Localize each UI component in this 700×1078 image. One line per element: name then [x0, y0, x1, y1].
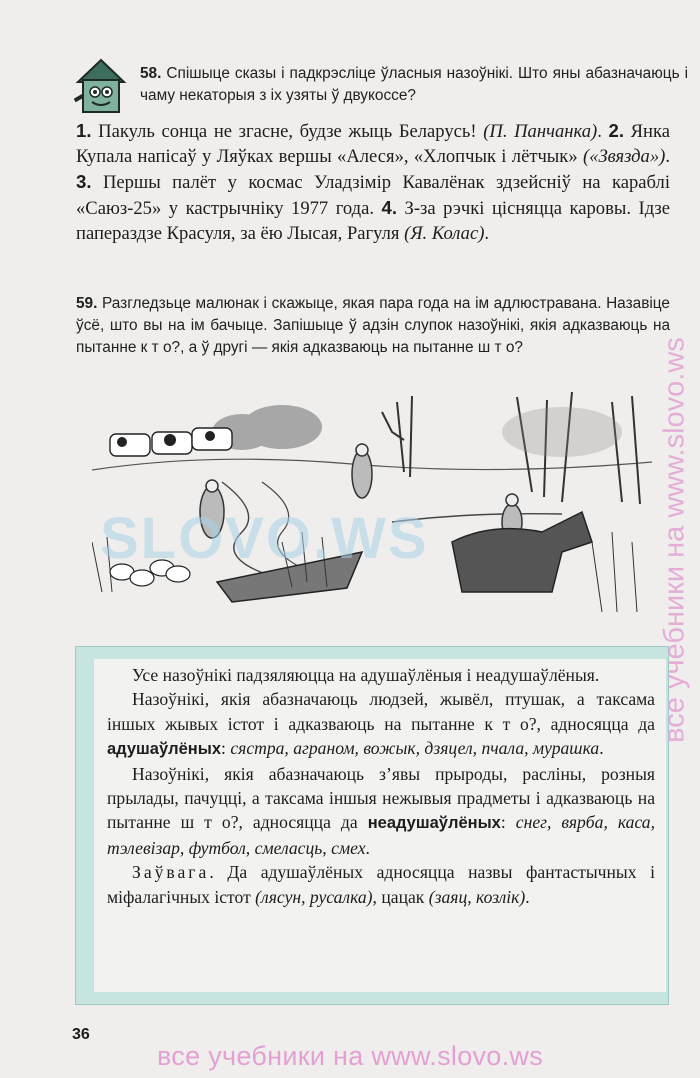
rule.p2-run: : — [221, 738, 231, 759]
exercise58.body-run: . — [665, 146, 670, 167]
exercise58.body-run: 3. — [76, 171, 92, 192]
rule-paragraph-2 — [107, 687, 655, 761]
rule.p3-run: . — [365, 837, 370, 858]
rule-paragraph-3 — [107, 762, 655, 861]
exercise58.body-run: 1. — [76, 120, 92, 141]
rule.p4-run: (заяц, козлік) — [428, 886, 526, 907]
rule.p3-run: неадушаўлёных — [367, 814, 501, 833]
exercise-59-task — [76, 293, 670, 359]
exercise-59-number: 59. — [76, 295, 98, 312]
rule-paragraph-4 — [107, 860, 655, 909]
rule.p4-run: , цацак — [372, 886, 429, 907]
exercise58.body-run: (Я. Колас) — [404, 223, 485, 244]
rule.p2-run: Назоўнікі, якія абазначаюць людзей, жывёл, птушак, а таксама іншых жывых істот і адказваюць на пытанне к т о?, адносяцца да — [107, 689, 655, 734]
exercise58.body-run: . — [484, 223, 490, 244]
exercise58.body-run: . — [597, 121, 609, 142]
exercise58.body-run: Пакуль сонца не згасне, будзе жыць Беларусь! — [91, 121, 484, 142]
exercise58.body-run: (П. Панчанка) — [483, 121, 598, 142]
center-watermark: SLOVO.WS — [100, 506, 429, 571]
exercise58.body-run: Янка Купала напісаў у Ляўках вершы «Алеся», «Хлопчык і лётчык» — [76, 121, 671, 167]
rule-text — [107, 663, 655, 909]
exercise58.body-run: («Звязда») — [582, 146, 666, 167]
rule-paragraph-1: Усе назоўнікі падзяляюцца на адушаўлёныя і неадушаўлёныя. — [132, 665, 600, 685]
exercise-59-instruction: Разгледзьце малюнак і скажыце, якая пара года на ім адлюстравана. Назавіце ўсё, што вы на ім бачыце. Запішыце ў адзін слупок назоўнікі, якія адказваюць на пытанне к т о?, а ў другі — якія адказваюць на пытанне ш т о? — [76, 295, 670, 356]
rule.p2-run: сястра, аграном, вожык, дзяцел, пчала, мурашка — [230, 738, 600, 759]
exercise58.body-run: 4. — [381, 197, 398, 218]
exercise58.body-run: 2. — [608, 120, 625, 141]
exercise-58-number: 58. — [140, 65, 162, 82]
exercise-58-task — [140, 63, 688, 107]
rule.p3-run: : — [500, 812, 516, 833]
house-pencil-icon — [74, 56, 128, 116]
footer-watermark: все учебники на www.slovo.ws — [156, 1041, 544, 1071]
side-watermark — [650, 160, 700, 920]
side-watermark-text: все учебники на www.slovo.ws — [658, 337, 691, 743]
rule.p2-run: адушаўлёных — [107, 740, 222, 759]
rule.p3-run: Назоўнікі, якія абазначаюць з’явы прыроды, расліны, розныя прылады, пачуцці, а таксама іншыя нежывыя прадметы і адказваюць на пытанне ш т о?, адносяцца да — [107, 763, 655, 833]
rule.p2-run: . — [599, 738, 604, 759]
rule.p4-run: . — [525, 886, 530, 907]
exercise-58-sentences — [76, 118, 670, 246]
rule.p4-run: . Да адушаўлёных адносяцца назвы фантастычных і міфалагічных істот — [107, 862, 655, 907]
rule.p3-run: снег, вярба, каса, тэлевізар, футбол, смеласць, смех — [107, 812, 655, 858]
rule-box — [75, 646, 669, 1005]
exercise-58-instruction: Спішыце сказы і падкрэсліце ўласныя назоўнікі. Што яны абазначаюць і чаму некаторыя з іх узяты ў двукоссе? — [140, 65, 688, 104]
rule.p4-run: Заўвага — [132, 862, 210, 883]
rule.p4-run: (лясун, русалка) — [255, 886, 373, 907]
exercise58.body-run: Першы палёт у космас Уладзімір Кавалёнак здзейсніў на караблі «Саюз-25» у кастрычніку 1977 года. — [76, 172, 670, 219]
exercise58.body-run: З-за рэчкі цісняцца каровы. Ідзе папераздзе Красуля, за ёю Лысая, Рагуля — [76, 198, 670, 244]
page-number: 36 — [72, 1026, 90, 1043]
rule-box-inner — [94, 659, 666, 992]
